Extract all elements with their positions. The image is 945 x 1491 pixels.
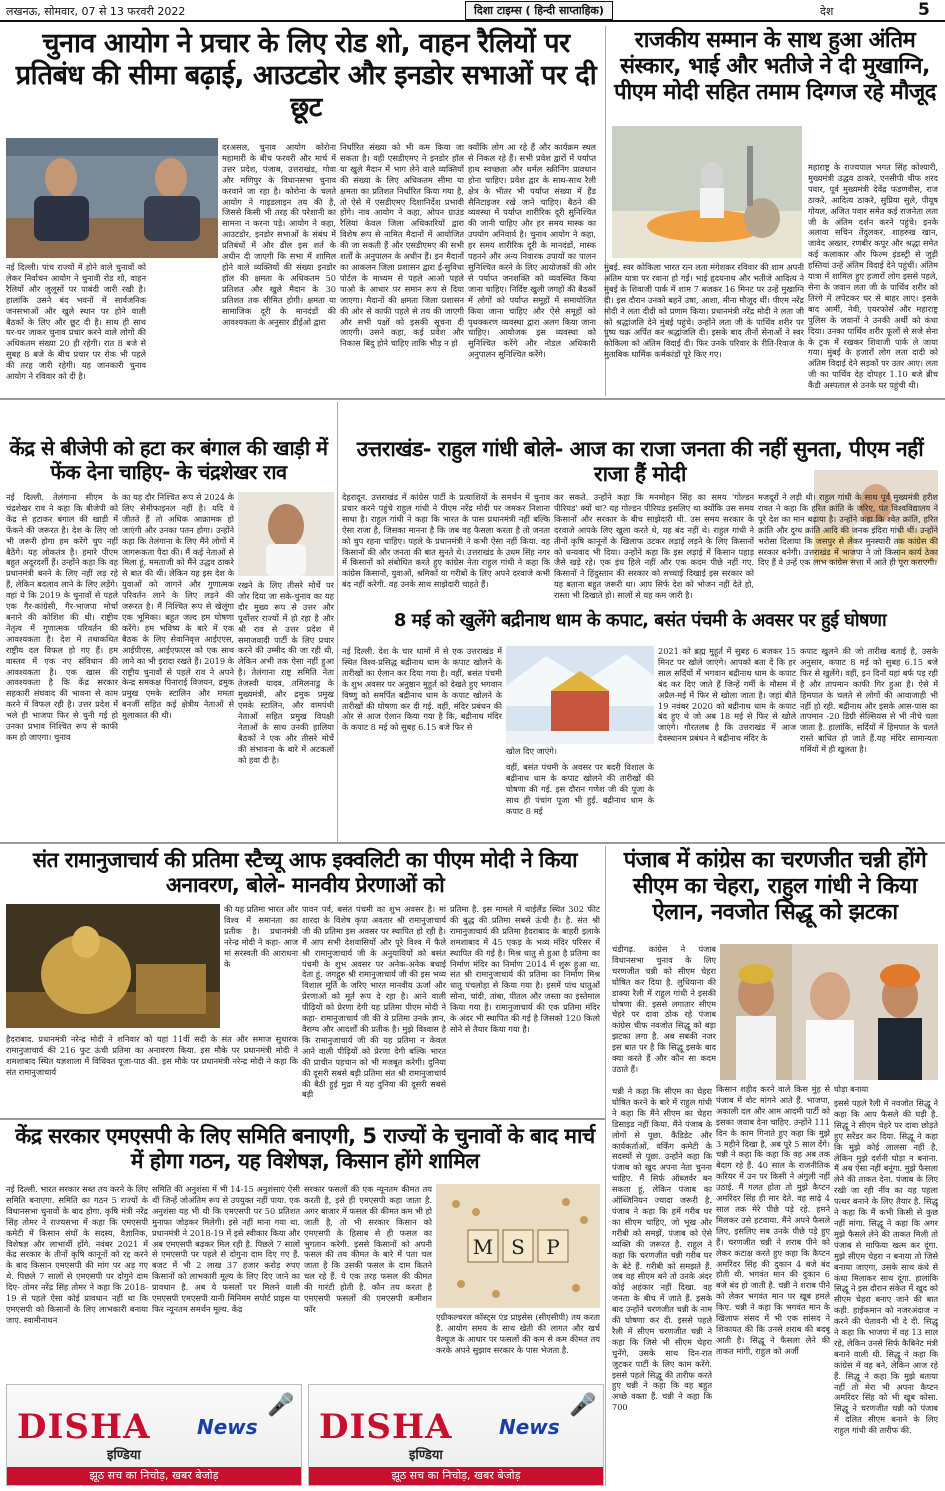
story-statue-col1b: हैदराबाद. प्रधानमंत्री नरेन्द्र मोदी ने शनिवार को यहां 11वीं सदी के संत और समाज सुधारक रामानुजाचार्य की 216 फुट ऊंची प्रतिमा का अनावरण किया. इस मौके पर प्रधानमंत्री मोदी ने शमशाबाद स्थित यज्ञशाला में विधिवत पूजा-पाठ की. इस मौके पर प्रधानमंत्री नरेन्द्र मोदी ने कहा कि संत रामानुजाचार्य	[6, 1034, 298, 1077]
photo-statue-equality	[6, 904, 220, 1028]
story-badrinath-col1: नई दिल्ली. देश के चार धामों में से एक उत्तराखंड में स्थित विश्व-प्रसिद्ध बद्रीनाथ धाम के कपाट खोलने के तारीखों का ऐलान कर दिया गया है। वहीं, बसंत पंचमी के शुभ अवसर पर अनुष्ठान मुहूर्त को देखते हुए भगवान विष्णु को समर्पित बद्रीनाथ धाम के कपाट खोलने के तारीखों की घोषणा कर दी गई. वहीं, मंदिर प्रबंधन की ओर से आज ऐलान किया गया है कि, बद्रीनाथ मंदिर के कपाट 8 मई को सुबह 6.15 बजे फिर से	[342, 646, 502, 733]
msp-block-p: P	[546, 1235, 560, 1259]
advertisement-disha-news-2[interactable]	[308, 1384, 604, 1486]
ad-india: इण्डिया	[409, 1448, 443, 1463]
msp-block-s: S	[511, 1235, 525, 1259]
story-election-col4: क्योंकि लोग आ रहे हैं और कार्यक्रम स्थल से निकल रहे हैं। सभी प्रवेश द्वारों में पर्याप्त हाथ स्वच्छता और थर्मल स्क्रीनिंग प्रावधान होना चाहिए। प्रवेश द्वार के साथ-साथ रैली क्षेत्र के भीतर भी पर्याप्त संख्या में हैंड सैनिटाइजर रखे जाने चाहिए। बैठने की व्यवस्था में पर्याप्त शारीरिक दूरी सुनिश्चित की जानी चाहिए और हर समय मास्क का उपयोग अनिवार्य है। चुनाव आयोग ने कहा, हर समय शारीरिक दूरी के मानदंडों, मास्क पहनने और अन्य निवारक उपायों का पालन सुनिश्चित करने के लिए आयोजकों की ओर से पर्याप्त जनशक्ति को व्यवस्थित किया जाना चाहिए। निर्दिष्ट खुली जगहों की बैठकों में लोगों को पर्याप्त समूहों में समायोजित किया जाना चाहिए और ऐसे समूहों को पृथक्करण व्यवस्था द्वारा अलग किया जाना चाहिए। आयोजक इस व्यवस्था को सुनिश्चित करेंगे और नोडल अधिकारी अनुपालन सुनिश्चित करेंगे।	[468, 142, 596, 360]
story-kcr-col1: नई दिल्ली. तेलंगाना सीएम के चंद्रशेखर राव ने कहा कि बीजेपी को केंद्र से हटाकर बंगाल की खाड़ी में फेंकने की जरूरत है। देश के लिए जो भी जरूरी होगा हम करेंगे चुप नहीं बैठेंगे। यह लोकतंत्र है। हमारे पीएम बहुत अदूरदर्शी हैं। उन्होंने कहा कि वह प्रधानमंत्री बनने के लिए नहीं लड़ रहे हैं, लेकिन बदलाव लाने के लिए लड़ेंगे। वहां ये कि 2019 के चुनावों से पहले एक गैर-कांग्रेसी, गैर-भाजपा मोर्चा बनाने की कोशिश की थी। राष्ट्रीय नेतृत्व में गुणात्मक परिवर्तन की आवश्यकता है। देश में तथाकथित राष्ट्रीय दल विफल हो गए हैं। हम वास्तव में एक नए संविधान की आवश्यकता है। एक खास की आवश्यकता है कि केंद्र सरकार सहकारी संघवाद की भावना से काम करने में विफल रही है। उत्तर प्रदेश में भले ही भाजपा फिर से चुनी गई हो उनका प्रभाव निश्चित रूप से काफी कम हो जाएगा। चुनाव	[6, 492, 118, 742]
headline-rahul-uttarakhand: उत्तराखंड- राहुल गांधी बोले- आज का राजा जनता की नहीं सुनता, पीएम नहीं राजा हैं मोदी	[356, 437, 924, 486]
photo-msp-blocks	[436, 1184, 600, 1308]
story-statue-col1a: की यह प्रतिमा भारत और विश्व में समानता का प्रतीक है। प्रधानमंत्री नरेन्द्र मोदी ने कहा- आज मां सरस्वती की आराधना के	[224, 904, 298, 969]
microphone-icon: 🎤	[267, 1393, 295, 1418]
story-rahul-col1: देहरादून. उत्तराखंड में कांग्रेस पार्टी के प्रत्याशियों के समर्थन में चुनाव प्रचार करने पहुंचे राहुल गांधी ने पीएम नरेंद्र मोदी पर जमकर निशाना साधा है। राहुल गांधी ने कहा कि भारत के पास प्रधानमंत्री नहीं बल्कि ऐसा राजा है, जिसका मानना है कि जब वह फैसला करता है तो जनता को चुप रहना चाहिए। पहले के प्रधानमंत्री ने कभी ऐसा नहीं किया. वह किसानों की और जनता की बात सुनते थे। उत्तराखंड के उधम सिंह नगर में किसानों को संबोधित करते हुए कांग्रेस नेता राहुल गांधी ने कहा कि कांग्रेस किसानों, युवाओं, श्रमिकों या गरीबों के लिए अपने दरवाजे कभी बंद नहीं करेगी. वह उनके साथ साझेदारी चाहते हैं।	[342, 492, 550, 590]
story-punjab-col2: किसान शहीद करने वाले किस मुंह से पंजाब में वोट मांगने आते हैं. भाजपा, अकाली दल और आम आदमी पार्टी को इसका जवाब देना चाहिए. उन्होंने 111 दिन के काम गिनाते हुए कहा कि मुझे 3 महीने दिखा है, अब पूरे 5 साल देंगे। चन्नी ने कहा कि कहा कि वह अब तक बेदाग रहे हैं. 40 साल के राजनीतिक करियर में उन पर किसी ने अंगुली नहीं उठाई. मैं गलत होता तो मुझे कैप्टन अमरिंदर सिंह ही मार देते. वह साढ़े 4 साल तक मेरे पीछे पड़े रहे. हमने मिलकर उसे हटवाया. मैंने अपने फैसले लिए, इसलिए सब उनके पीछे पड़े हुए हैं। चरणजीत चन्नी ने शराब पीने को लेकर कटाक्ष करते हुए कहा कि कैप्टन अमरिंदर सिंह की दुकान 4 बजे बंद होती थी. भगवंत मान की दुकान 6 बजे बंद हो जाती है. चन्नी ने शराब पीने को लेकर भगवंत मान पर खूब हमले किए. चन्नी ने कहा कि भगवंत मान के खिलाफ संसद में भी एक सांसद ने शिकायत की कि उनसे शराब की बदबू आती है। सिद्धू ने फैसला लेने की ताकत मांगी, राहुल को अर्जी	[716, 1084, 830, 1356]
story-rahul-col3: मजदूरों ने लड़ी थी। राहुल गांधी के साथ पूर्व मुख्यमंत्री हरीश रावत ने कहा कि हरित क्रांति के जरिए, पंत विश्वविद्यालय ने पूरे देश का मान बढ़ाया है। उन्होंने कहा कि श्वेत क्रांति, हरित क्रांति और दुग्ध क्रांति आदि की जनक इंदिरा गांधी थीं। उन्होंने भरोसा दिलाया कि जसपुर से लेकर मुनस्यारी तक कांग्रेस की सरकार बनेगी। उत्तराखंड में भाजपा ने जो किसान कार्य ठेका दिए हैं वे उन्हें एक लाभ कांग्रेस सत्ता में आते ही पूरा कराएगी।	[758, 492, 938, 568]
story-msp-col4: एग्रीकल्चरल कॉस्ट्स एंड प्राइसेस (सीएसीपी) तय करता है. आयोग समय के साथ खेती की लागत और खर्च वैल्यूज के आधार पर फसलों की कम से कम कीमत तय करके अपने सुझाव सरकार के पास भेजता है.	[436, 1312, 600, 1355]
story-punjab-lead: चंडीगढ़. कांग्रेस ने पंजाब विधानसभा चुनाव के लिए चरणजीत चन्नी को सीएम चेहरा घोषित कर दिया है. लुधियाना की डाक्या रैली में राहुल गांधी ने इसकी घोषणा की. इससे लगातार सीएम चेहरे पर दावा ठोक रहे पंजाब कांग्रेस चीफ नवजोत सिद्धू को बड़ा झटका लगा है. अब सबकी नजर इस बात पर है कि सिद्धू इसके बाद क्या करते हैं और कौन सा कदम उठाते हैं।	[612, 944, 716, 1074]
ad-brand: DISHA	[17, 1407, 151, 1447]
headline-punjab-channi: पंजाब में कांग्रेस का चरणजीत चन्नी होंगे सीएम का चेहरा, राहुल गांधी ने किया ऐलान, नवजोत सिद्धू को झटका	[623, 848, 927, 925]
ad-tagline: झूठ सच का निचोड़, खबर बेजोड़	[309, 1467, 603, 1485]
headline-kcr: केंद्र से बीजेपी को हटा कर बंगाल की खाड़ी में फेंक देना चाहिए- के चंद्रशेखर राव	[9, 436, 328, 484]
photo-kcr	[238, 492, 334, 576]
newspaper-name: दिशा टाइम्स ( हिन्दी साप्ताहिक)	[465, 1, 613, 20]
story-msp-col3: सरकार फसलों की एक न्यूनतम कीमत तय करती है, इसे ही एमएसपी कहा जाता है. अगर बाजार में फसल की कीमत कम भी हो जाती है, तो भी सरकार किसान को एमएसपी के हिसाब से ही फसल का भुगतान करेगी. इससे किसानों को अपनी फसल की तय कीमत के बारे में पता चल जाता है कि उसकी फसल के दाम कितने चल रहे हैं. ये एक तरह फसल की कीमत की गारंटी होती है. कौन तय करता है एमएसपी फसलों की एमएसपी कमीशन फॉर	[304, 1184, 432, 1314]
horizontal-rule	[0, 1118, 605, 1120]
story-funeral-col: महाराष्ट्र के राज्यपाल भगत सिंह कोश्यारी, मुख्यमंत्री उद्धव ठाकरे, एनसीपी चीफ शरद पवार, पूर्व मुख्यमंत्री देवेंद्र फडणवीस, राज ठाकरे, आदित्य ठाकरे, सुप्रिया सुले, पीयूष गोयल, अजित पवार समेत कई राजनेता लता जी के अंतिम दर्शन करने पहुंचे। इनके अलावा सचिन तेंदुलकर, शाहरुख खान, जावेद अख्तर, रणबीर कपूर और श्रद्धा समेत कई कलाकार और फिल्म इंडस्ट्री से जुड़ी हस्तियां उन्हें अंतिम विदाई देने पहुंचीं। अंतिम यात्रा में शामिल हुए हजारों लोग इससे पहले, सेना के जवान लता जी के पार्थिव शरीर को तिरंगे में लपेटकर घर से बाहर लाए। इसके बाद आर्मी, नेवी, एयरफोर्स और महाराष्ट्र पुलिस के जवानों ने उनकी अर्थी को कंधा दिया। उनका पार्थिव शरीर फूलों से सजे सेना के ट्रक में रखकर शिवाजी पार्क ले जाया गया। मुंबई के हजारों लोग लता दादी को अंतिम विदाई देने सड़कों पर उतर आए। लता जी का पार्थिव देह दोपहर 1.10 बजे ब्रीच कैंडी अस्पताल से उनके घर पहुंची थी।	[808, 162, 938, 391]
story-election-col3: निर्धारित संख्या को भी कम किया जा सकता है। वहीं एसडीएमए ने इनडोर हॉल या खुले मैदान में भाग लेने वाले व्यक्तियों की संख्या के लिए अधिकतम सीमा या क्षमता का प्रतिशत निर्धारित किया गया है, तो ऐसे में एसडीएमए दिशानिर्देश प्रभावी होंगे। नाव आयोग ने कहा, ओपन ग्राउंड रैलियां केवल जिला अधिकारियों द्वारा विशेष रूप से नामित मैदानों में आयोजित की जा सकती हैं और एसडीएमए की सभी शर्तों के अनुपालन के अधीन हैं। इन मैदानों का आकलन जिला प्रशासन द्वारा ई-सुविधा पोर्टल के माध्यम से पहले आओ पहले पाओ के आधार पर समान रूप से दिया जाएगा। मैदानों की क्षमता जिला प्रशासन की ओर से काफी पहले से तय की जाएगी और सभी पक्षों को इसकी सूचना दी जाएगी। उसने कहा, कई प्रवेश और निकास बिंदु होने चाहिए ताकि भीड़ न हो	[340, 142, 464, 349]
story-statue-col3: प्रतिमा है. इस मामले में थाईलैंड स्थित 302 फीट की बुद्ध की प्रतिमा सबसे ऊंची है। है. संत श्री रामानुजाचार्य की प्रतिमा हैदराबाद के बाहरी इलाके शमशाबाद में 45 एकड़ के भव्य मंदिर परिसर में स्थापित की गई है। मिश्र धातु से हुआ है प्रतिमा का निर्माण मंदिर का निर्माण 2014 में शुरू हुआ था. संत श्री रामानुजाचार्य की प्रतिमा का निर्माण मिश्र धातु पंचलोहा से किया गया है। इसमें पांच धातुओं सोना, चांदी, तांबा, पीतल और जस्ता का इस्तेमाल किया गया है। रामानुजाचार्य की एक प्रतिमा मंदिर के अंदर भी स्थापित की गई है जिसको 120 किलो सोने से तैयार किया गया है।	[450, 904, 600, 1034]
column-divider	[337, 402, 338, 842]
ad-brand: DISHA	[319, 1407, 453, 1447]
advertisement-disha-news-1[interactable]	[6, 1384, 302, 1486]
story-badrinath-col4: कपाट खुलने की जो तारीख बताई है, उसके अनुसार, कपाट 8 मई को सुबह 6.15 बजे फिर से खुलेंगे। वहीं, इन दिनों यहां बर्फ पड़ रही है और तापमान काफी गिर हुआ है। ऐसे में हिमपात के चलते से लोगों की आवाजाही भी नहीं हो रही. बद्रीनाथ और इसके आस-पास का तापमान -20 डिग्री सेल्सियस से भी नीचे चला जाता है. हालांकि, सर्दियों में हिमपात के चलते रास्ते बाधित हो जाते हैं.यह मंदिर सामान्यतः गर्मियों में ही खुलता है।	[800, 646, 938, 755]
story-statue-col2: पावन पर्व, बसंत पंचमी का शुभ अवसर है। मां शारदा के विशेष कृपा अवतार श्री रामानुजाचार्य जी की प्रतिमा इस अवसर पर स्थापित हो रही है। मैं आप सभी देशवासियों और पूरे विश्व में फैले श्री रामानुजाचार्य जी के अनुयायियों को बसंत पंचमी के शुभ अवसर पर अनेक-अनेक बधाई देता हूं. जगद्गुरु श्री रामानुजाचार्य जी की इस भव्य विशाल मूर्ति के जरिए भारत मानवीय ऊर्जा और प्रेरणाओं को मूर्त रूप दे रहा है। आने वाली पीढ़ियों को प्रेरणा देगी यह प्रतिमा पीएम मोदी ने कहा- रामानुजाचार्य जी की ये प्रतिमा उनके ज्ञान, वैराग्य और आदर्शों की प्रतीक है। मुझे विश्वास है कि रामानुजाचार्य जी की यह प्रतिमा न केवल आने वाली पीढ़ियों को प्रेरणा देगी बल्कि भारत की प्राचीन पहचान को भी मजबूत करेगी। दुनिया की दूसरी सबसे बड़ी प्रतिमा संत श्री रामानुजाचार्य की बैठी हुई मुद्रा में यह दुनिया की दूसरी सबसे बड़ी	[302, 904, 446, 1100]
microphone-icon: 🎤	[569, 1393, 597, 1418]
headline-msp: केंद्र सरकार एमएसपी के लिए समिति बनाएगी, 5 राज्यों के चुनावों के बाद मार्च में होगा गठन, यह विशेषज्ञ, किसान होंगे शामिल	[15, 1124, 595, 1173]
story-punjab-col3: इससे पहले रैली में नवजोत सिद्धू ने कहा कि आप फैसले की घड़ी है. सिद्धू ने सीएम चेहरे पर दावा छोड़ते हुए सरेंडर कर दिया. सिद्धू ने कहा कि मुझे कोई लालसा नहीं है, लेकिन मुझे दर्शनी घोड़ा न बनाना. मैं अब ऐसा नहीं बनूंगा. मुझे फैसला लेने की ताकत देना. पंजाब के लिए रखी जा रही नींव का यह पहला पत्थर बनाने के लिए तैयार है. सिद्धू ने कहा कि मैं कभी किसी से कुछ नहीं मांगा. सिद्धू ने कहा कि अगर मुझे फैसले लेने की ताकत मिली तो पंजाब से माफिया खत्म कर दूंगा. मुझे सीएम चेहरा न बनाया तो जिसे बनाया जाएगा, उसके साथ कंधे से कंधा मिलाकर साथ दूंगा. हालांकि सिद्धू ने इस दौरान संकेत में खुद को सीएम चेहरा बनाए जाने की बात कही. हाईकमान को नजरअंदाज न करने की चेतावनी भी दे दी. सिद्धू ने कहा कि भाजपा में वह 13 साल रहे, लेकिन उनसे सिर्फ कैबिनेट मंत्री बनाने वाली थी. सिद्धू ने कहा कि कांग्रेस में वह बने, लेकिन आज रहे हैं. सिद्धू ने कहा कि मुझे बताया नहीं तो मेरा भी अपना कैप्टन अमरिंदर सिंह को भी खूब कोसा. सिद्धू ने चरणजीत चन्नी को पंजाब में दलित सीएम बनाने के लिए राहुल गांधी की तारीफ की.	[834, 1098, 938, 1436]
story-badrinath-col3: 2021 को ब्रह्म मुहूर्त में सुबह 6 बजकर 15 मिनट पर खोले जाएंगे। आपको बता दें कि हर साल सर्दियों में भगवान बद्रीनाथ धाम के कपाट बंद कर दिए जाते हैं जिन्हें गर्मी के मौसम में अप्रैल-मई में फिर से खोला जाता है। जहां बीते 19 नवंबर 2020 को बद्रीनाथ धाम के कपाट बंद हुए थे जो अब 18 मई से फिर से खोले जाएंगे। गौरतलब है कि उत्तराखंड में आज देवस्थानम प्रबंधन ने बद्रीनाथ मंदिर के	[658, 646, 796, 744]
section-name: देश	[820, 5, 834, 18]
photo-punjab-leaders	[720, 944, 938, 1080]
headline-election-commission: चुनाव आयोग ने प्रचार के लिए रोड शो, वाहन रैलियों पर प्रतिबंध की सीमा बढ़ाई, आउटडोर और इनडोर सभाओं पर दी छूट	[15, 28, 597, 123]
headline-funeral: राजकीय सम्मान के साथ हुआ अंतिम संस्कार, भाई और भतीजे ने दी मुखाग्नि, पीएम मोदी सहित तमाम दिग्गज रहे मौजूद	[614, 28, 936, 105]
story-election-col2: दरअसल, चुनाव आयोग कोरोना महामारी के बीच फरवरी और मार्च में उत्तर प्रदेश, पंजाब, उत्तराखंड, गोवा और मणिपुर के विधानसभा चुनाव करवाने जा रहा है। कोरोना के चलते आयोग ने गाइडलाइन तय की है, जिससे किसी भी तरह की परेशानी का सामना न करना पड़े। आयोग ने कहा, आउटडोर, इनडोर सभाओं के संबंध में प्रतिबंधों में और ढील इस शर्त के अधीन दी जाएगी कि सभा में शामिल होने वाले व्यक्तियों की संख्या इनडोर हॉल की क्षमता के अधिकतम 50 प्रतिशत और खुले मैदान के 30 प्रतिशत तक सीमित होगी। क्षमता या सामाजिक दूरी के मानदंडों की आवश्यकता के अनुसार डीईओ द्वारा	[222, 142, 336, 327]
page-number: 5	[918, 0, 930, 20]
story-punjab-col1: चन्नी ने कहा कि सीएम का चेहरा घोषित करने के बारे में राहुल गांधी ने कहा कि मैंने सीएम का चेहरा डिसाइड नहीं किया. मैंने पंजाब के लोगों से पूछा. कैंडिडेट और कार्यकर्ताओं, वर्किंग कमेटी के सदस्यों से पूछा. उन्होंने कहा कि पंजाब को खुद अपना नेता चुनना चाहिए. मैं सिर्फ ऑब्जर्वर बन सकता हूं, लेकिन पंजाब का ऑब्जिनियन ज्यादा जरूरी है. पंजाब ने कहा कि हमें गरीब घर का सीएम चाहिए, जो भूख और गरीबी को समझें, पंजाब को ऐसे व्यक्ति की जरूरत है. राहुल ने कहा कि चरणजीत चन्नी गरीब घर के बेटे हैं. गरीबी को समझते हैं. जब वह सीएम बने तो उनके अंदर कोई अहंकार नहीं दिखा. वह जनता के बीच में जाते हैं. इसके बाद उन्होंने चरणजीत चन्नी के नाम की घोषणा कर दी. इससे पहले रैली में सीएम चरणजीत चन्नी ने कहा कि जिसे भी सीएम चेहरा चुनेंगे, उसके साथ दिन-रात जुटकर पार्टी के लिए काम करेंगे. इससे पहले सिद्धू की तारीफ करते हुए चन्नी ने कहा कि वह बहुत अच्छे वक्ता हैं. चन्नी ने कहा कि 700	[612, 1086, 712, 1413]
column-divider	[605, 846, 606, 1486]
horizontal-rule	[0, 398, 945, 400]
ad-india: इण्डिया	[107, 1448, 141, 1463]
story-msp-col1: नई दिल्ली. भारत सरकार सब्त तय करने के लिए समिति बनाएगा. समिति का गठन 5 राज्यों के विधानसभा चुनावों के बाद होगा. कृषि मंत्री नरेंद्र सिंह तोमर ने राज्यसभा में कहा कि एमएसपी कमेटी में किसान संघों के सदस्य, वैज्ञानिक, विशेषज्ञ और लाभार्थी होंगे. नवंबर 2021 में केंद्र सरकार के तीनों कृषि कानूनों को रद्द करने के बाद किसान एमएसपी की मांग पर अड़ गए थे. पिछले 7 सालों से एमएसपी पर दोगुने दाम दिए- तोमर नरेंद्र सिंह तोमर ने कहा कि 2018-19 से पहले ऐसा कोई प्रावधान नहीं था कि एमएसपी को किसानों के लिए लाभकारी बनाया जाए. स्वामीनाथन	[6, 1184, 148, 1325]
photo-badrinath-caption: खोल दिए जाएंगे।	[506, 746, 558, 756]
headline-badrinath: 8 मई को खुलेंगे बद्रीनाथ धाम के कपाट, बसंत पंचमी के अवसर पर हुई घोषणा	[393, 610, 887, 631]
photo-punjab-caption: घोड़ा बनाया	[834, 1084, 869, 1094]
horizontal-rule	[0, 842, 945, 844]
story-rahul-col2: कर सकते. उन्होंने कहा कि मनमोहन सिंह का समय 'गोल्डन पीरियड' क्यों था? यह गोल्डन पीरियड इसलिए था क्योंकि उस समय किसानों और सरकार के बीच साझेदारी थी. उस समय सरकार के दरवाजे आपके लिए खुला करते थे, यह बंद नहीं थे। राहुल गांधी ने तीनों कृषि कानूनों के खिलाफ उटकर लड़ाई लड़ने के लिए किसानों को धन्यवाद भी दिया। उन्होंने कहा कि इस लड़ाई में किसान पहाड़ जैसे खड़े रहे। एक इंच हिले नहीं और एक कदम पीछे नहीं गए. किसानों ने हिंदुस्तान की सरकार को सच्चाई दिखाई इस सरकार को यह बताना बहुत जरूरी था। आप सिर्फ देश को भोजन नहीं देते हो, रास्ता भी दिखाते हो। सालों से यह कम जारी है।	[554, 492, 754, 601]
ad-news: News	[197, 1415, 258, 1439]
page-header	[0, 0, 945, 22]
story-badrinath-col2: वहीं, बसंत पंचमी के अवसर पर बदरी विशाल के बद्रीनाथ धाम के कपाट खोलने की तारीखों की घोषणा की गई. इस दौरान गणेश जी की पूजा के साथ ही पंचांग पूजा भी हुई. बद्रीनाथ धाम के कपाट 8 मई	[506, 762, 654, 816]
msp-block-m: M	[472, 1235, 494, 1259]
photo-election-officials	[6, 138, 218, 258]
photo-funeral-ceremony	[612, 126, 802, 258]
story-kcr-col3: रखने के लिए तीसरे मोर्चे पर जोर दिया जा सके-चुनाव का यह दौर मुख्य रूप से उत्तर और पूर्वोत्तर राज्यों में हो रहा है और श्री राव से उत्तर प्रदेश में समाजवादी पार्टी के लिए प्रचार करने की उम्मीद की जा रही थी, लेकिन अभी तक ऐसा नहीं हुआ है। तेलंगाना राष्ट्र समिति नेता तेजस्वी यादव, तमिलनाडु के मुख्यमंत्री, और द्रमुक प्रमुख एमके स्टालिन, और वामपंथी नेताओं सहित प्रमुख विपक्षी नेताओं के साथ उनकी हालिया बैठकों ने एक और तीसरे मोर्चे की संभावना के बारे में अटकलों को हवा दी है।	[238, 580, 334, 765]
story-funeral-lead: मुंबई. स्वर कोकिला भारत रत्न लता मंगेशकर रविवार की शाम अपनी अंतिम यात्रा पर रवाना हो गईं। भाई हृदयनाथ और भतीजे आदित्य ने मुंबई के शिवाजी पार्क में शाम 7 बजकर 16 मिनट पर उन्हें मुखाग्नि दी। इस दौरान उनको बहनें उषा, आशा, मीना मौजूद थीं। पीएम नरेंद्र मोदी ने लता दीदी को प्रणाम किया। प्रधानमंत्री नरेंद्र मोदी ने लता जी को श्रद्धांजलि देने मुंबई पहुंचे। उन्होंने लता जी के पार्थिव शरीर पर पुष्प चक्र अर्पित कर श्रद्धांजलि दी। इसके बाद तीनों सेनाओं ने स्वर कोकिला को अंतिम विदाई दी। फिर उनके परिवार के रीति-रिवाज के मुताबिक धार्मिक कर्मकांडों पूरे किए गए।	[604, 262, 804, 360]
story-election-col1: नई दिल्ली। पांच राज्यों में होने वाले चुनावों को लेकर निर्वाचन आयोग ने चुनावी रोड शो, वाहन रैलियों और जुलूसों पर पाबंदी जारी रखी है। हालांकि उसने बंद भवनों में सार्वजनिक जनसभाओं और खुले स्थान पर होने वाली बैठकों के लिए और छूट दी है। साथ ही साथ घर-घर जाकर चुनाव प्रचार करने वाले लोगों की अधिकतम संख्या 20 ही रहेगी। रात 8 बजे से सुबह 8 बजे के बीच प्रचार पर रोक भी पहले की तरह जारी रहेगी। यह जानकारी चुनाव आयोग ने रविवार को दी है।	[6, 262, 146, 382]
story-kcr-col2: का यह दौर निश्चित रूप से 2024 के लिए सेमीफाइनल नहीं है। यदि वे जीतते हैं तो अधिक आक्रामक हो जाएंगी और उनका पतन होगा। उन्होंने कहा कि तेलंगाना के लिए मैंने लोगों में जागरूकता पैदा की। मैं कई नेताओं से मिला हूं, ममताजी को मैंने उद्धव ठाकरे से बात की थी। लेकिन यह इस देश के युवाओं को जागने और गुणात्मक परिवर्तन लाने के लिए लड़ने की जरूरत है। मैं निश्चित रूप से खेलूंगा एक भूमिका। बहुत जल्द हम घोषणा करेंगे। हम भविष्य के बारे में एक बैठक के लिए सेवानिवृत्त आईएएस, आईपीएस, आईएफएस को एक साथ लाने का भी इरादा रखते हैं। 2019 के राष्ट्रीय चुनावों से पहले राव ने अपने केन्द्र समकक्ष पिनाराई विजयन, द्रमुक प्रमुख एमके स्टालिन और ममता बनर्जी सहित कई क्षेत्रीय नेताओं से मुलाकात की थी।	[122, 492, 234, 721]
ad-tagline: झूठ सच का निचोड़, खबर बेजोड़	[7, 1467, 301, 1485]
ad-news: News	[499, 1415, 560, 1439]
headline-ramanujacharya: संत रामानुजाचार्य की प्रतिमा स्टैच्यू आफ इक्वलिटी का पीएम मोदी ने किया अनावरण, बोले- मानवीय प्रेरणाओं को	[32, 848, 578, 897]
story-msp-col2: समिति की अनुशंसा में भी 14-15 अनुशंसाएं ऐसी थीं जिन्हें जोअंतिम रूप से उपयुक्त नहीं पाया. एक अनुशंसा यह भी थी कि एमएसपी पर 50 प्रतिशत मुनाफा जोड़कर मिलेगी। इसे नहीं माना गया था. प्रधानमंत्री ने 2018-19 में इसे स्वीकार किया और अब एमएसपी बढ़कर मिल रही है. पिछले 7 सालों से एमएसपी पर पहले से दोगुना दाम दिए गए हैं. बजट में भी 2 लाख 37 हजार करोड़ रुपए किसानों को लाभकारी मूल्य के लिए दिए जाने का प्रावधान है. अब ये फसलों पर मिलने वाली एमएसपी एमएसपी यानी मिनिमम सपोर्ट प्राइस या फिर न्यूनतम समर्थन मूल्य. केंद्र	[152, 1184, 300, 1314]
issue-date: लखनऊ, सोमवार, 07 से 13 फरवरी 2022	[6, 5, 186, 18]
photo-badrinath-temple	[506, 646, 654, 744]
